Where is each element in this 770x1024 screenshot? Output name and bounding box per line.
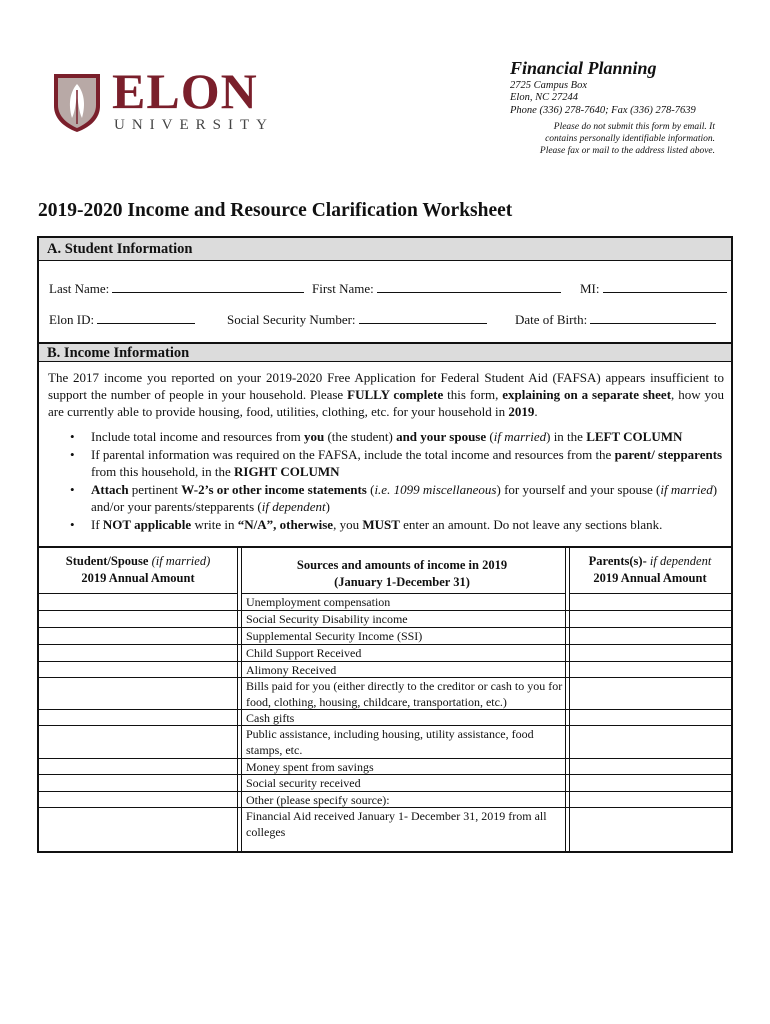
- instruction-item: • If NOT applicable write in “N/A”, otherwise, you MUST enter an amount. Do not leave any sections blank.: [70, 516, 663, 532]
- income-source-row: Public assistance, including housing, utility assistance, food stamps, etc.: [246, 727, 534, 757]
- address-line-1: 2725 Campus Box: [510, 79, 587, 91]
- income-source-row: Child Support Received: [246, 646, 362, 660]
- privacy-note: [510, 122, 715, 158]
- bullet-icon: •: [70, 516, 75, 532]
- student-column-header: Student/Spouse (if married) 2019 Annual Amount: [65, 554, 211, 585]
- privacy-note-line-1: Please do not submit this form by email. It: [553, 121, 715, 132]
- shield-logo-icon: [52, 72, 102, 134]
- privacy-note-line-2: contains personally identifiable information.: [545, 133, 715, 144]
- elon-logo: [52, 63, 292, 142]
- instruction-item: • If parental information was required on the FAFSA, include the total income and resources from the parent/ stepparents from this household, in the RIGHT COLUMN: [70, 446, 723, 480]
- income-source-row: Alimony Received: [246, 663, 337, 677]
- income-source-row: Cash gifts: [246, 711, 295, 725]
- intro-text: The 2017 income you reported on your 2019-2020 Free Application for Federal Student Aid (FAFSA) appears insufficient to support the number of people in your household. Please: [48, 370, 724, 402]
- office-info: [510, 58, 715, 158]
- instruction-list: [67, 428, 727, 534]
- privacy-note-line-3: Please fax or mail to the address listed above.: [539, 145, 715, 156]
- income-source-row: Unemployment compensation: [246, 595, 391, 609]
- intro-emphasis: FULLY complete: [347, 387, 444, 402]
- office-title: Financial Planning: [510, 58, 657, 78]
- income-table: [39, 546, 731, 851]
- ssn-label: Social Security Number:: [227, 312, 356, 327]
- intro-text: .: [534, 404, 538, 419]
- logo-wordmark: ELON: [112, 63, 258, 119]
- last-name-label: Last Name:: [49, 281, 110, 296]
- logo-subtitle: UNIVERSITY: [114, 117, 274, 133]
- worksheet-form: [37, 236, 733, 853]
- dob-label: Date of Birth:: [515, 312, 588, 327]
- bullet-icon: •: [70, 446, 75, 462]
- income-source-row: Social security received: [246, 776, 361, 790]
- row-line: [569, 593, 731, 594]
- intro-emphasis: explaining on a separate sheet: [502, 387, 672, 402]
- income-intro-paragraph: [48, 369, 724, 420]
- first-name-field[interactable]: [377, 281, 561, 293]
- parents-column-header: Parents(s)- if dependent 2019 Annual Amount: [588, 554, 712, 585]
- last-name-field[interactable]: [112, 281, 304, 293]
- row-line: [39, 593, 237, 594]
- sources-column-header: Sources and amounts of income in 2019 (January 1-December 31): [296, 558, 508, 589]
- document-title: 2019-2020 Income and Resource Clarification Worksheet: [38, 200, 513, 221]
- bullet-icon: •: [70, 429, 75, 444]
- section-a-heading: A. Student Information: [39, 238, 731, 261]
- bullet-icon: •: [70, 481, 75, 497]
- intro-emphasis: 2019: [508, 404, 535, 419]
- income-source-row: Money spent from savings: [246, 760, 374, 774]
- income-source-row: Other (please specify source):: [246, 793, 390, 807]
- intro-text: this form,: [443, 387, 503, 402]
- elon-id-field[interactable]: [97, 312, 195, 324]
- instruction-item: • Include total income and resources from you (the student) and your spouse (if married) in the LEFT COLUMN: [70, 429, 683, 444]
- intro-text: , how you are currently able to provide housing, food, utilities, clothing, etc. for your household in: [48, 387, 725, 419]
- phone-fax: Phone (336) 278-7640; Fax (336) 278-7639: [510, 105, 696, 117]
- elon-id-label: Elon ID:: [49, 312, 95, 327]
- income-source-row: Social Security Disability income: [246, 612, 408, 626]
- income-source-row: Financial Aid received January 1- December 31, 2019 from all colleges: [246, 809, 547, 839]
- first-name-label: First Name:: [312, 281, 374, 296]
- instruction-item: • Attach pertinent W-2’s or other income statements (i.e. 1099 miscellaneous) for yourself and your spouse (if married) and/or your parents/stepparents (if dependent): [70, 481, 718, 515]
- dob-field[interactable]: [590, 312, 716, 324]
- income-source-row: Supplemental Security Income (SSI): [246, 629, 423, 643]
- ssn-field[interactable]: [359, 312, 487, 324]
- mi-label: MI:: [580, 281, 600, 296]
- income-source-row: Bills paid for you (either directly to the creditor or cash to you for food, clothing, housing, childcare, transportation, etc.): [246, 679, 563, 709]
- section-b-heading: B. Income Information: [39, 342, 731, 362]
- address-line-2: Elon, NC 27244: [510, 92, 578, 104]
- mi-field[interactable]: [603, 281, 727, 293]
